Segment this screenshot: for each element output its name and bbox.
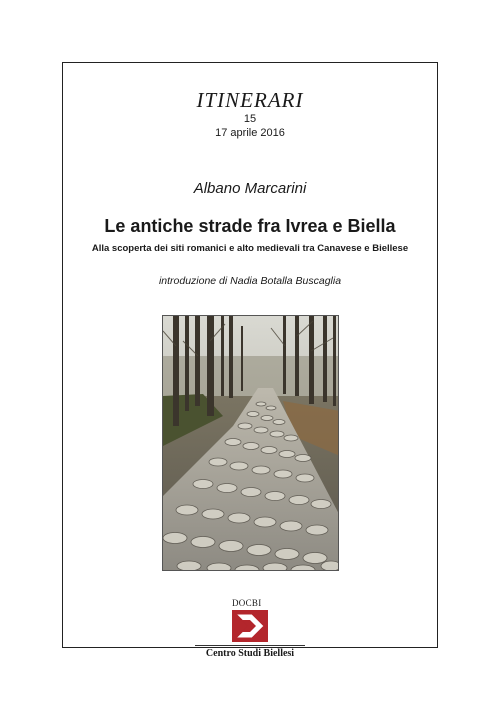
series-title: ITINERARI bbox=[196, 88, 304, 112]
book-title: Le antiche strade fra Ivrea e Biella bbox=[104, 216, 396, 236]
introduction-credit: introduzione di Nadia Botalla Buscaglia bbox=[158, 275, 342, 287]
publication-date: 17 aprile 2016 bbox=[215, 127, 285, 139]
author-name: Albano Marcarini bbox=[193, 180, 307, 197]
docbi-logo-icon bbox=[232, 610, 268, 647]
publisher-rule bbox=[195, 645, 305, 646]
series-number: 15 bbox=[243, 113, 257, 125]
cover-photo bbox=[162, 315, 339, 571]
forest-stone-path-photo-icon bbox=[163, 316, 339, 571]
book-subtitle: Alla scoperta dei siti romanici e alto medievali tra Canavese e Biellese bbox=[91, 243, 409, 254]
docbi-logo-text: DOCBI bbox=[232, 598, 262, 608]
publisher-name: Centro Studi Biellesi bbox=[205, 648, 295, 659]
